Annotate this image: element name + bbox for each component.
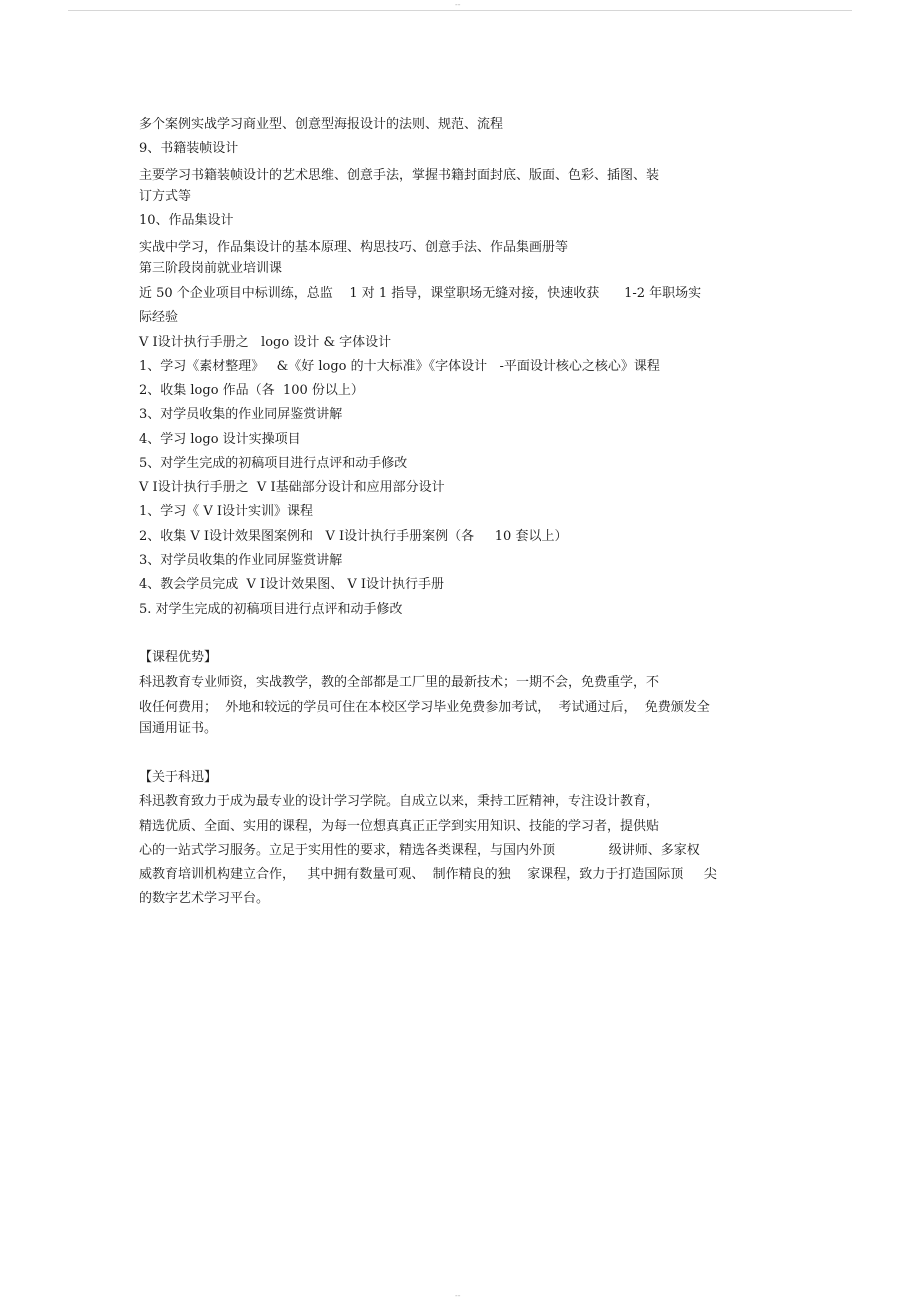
text-line: 心的一站式学习服务。立足于实用性的要求，精选各类课程，与国内外顶 级讲师、多家权 (139, 843, 700, 858)
text-line: 2、收集 logo 作品（各 100 份以上） (139, 383, 364, 398)
text-line: V I设计执行手册之 V I基础部分设计和应用部分设计 (139, 480, 445, 495)
text-line: 主要学习书籍装帧设计的艺术思维、创意手法，掌握书籍封面封底、版面、色彩、插图、装 (139, 168, 660, 183)
text-line: 科迅教育致力于成为最专业的设计学习学院。自成立以来，秉持工匠精神，专注设计教育， (139, 794, 660, 809)
text-line: 3、对学员收集的作业同屏鉴赏讲解 (139, 553, 343, 568)
text-line: 科迅教育专业师资，实战教学，教的全部都是工厂里的最新技术；一期不会，免费重学，不 (139, 675, 660, 690)
footer-mark: -- (455, 1291, 461, 1300)
text-line: 9、书籍装帧设计 (139, 141, 239, 156)
text-line: 实战中学习，作品集设计的基本原理、构思技巧、创意手法、作品集画册等 (139, 240, 569, 255)
text-line: 1、学习《 V I设计实训》课程 (139, 504, 314, 519)
header-mark: -- (455, 0, 461, 9)
text-line: 2、收集 V I设计效果图案例和 V I设计执行手册案例（各 10 套以上） (139, 529, 568, 544)
text-line: 10、作品集设计 (139, 213, 234, 228)
text-line: 国通用证书。 (139, 721, 218, 736)
text-line: 近 50 个企业项目中标训练，总监 1 对 1 指导，课堂职场无缝对接，快速收获 1-2 年职场实 (139, 286, 702, 301)
text-line: 5. 对学生完成的初稿项目进行点评和动手修改 (139, 602, 403, 617)
text-line: 1、学习《素材整理》 &《好 logo 的十大标准》《字体设计 -平面设计核心之核心》课程 (139, 359, 660, 374)
text-line: 收任何费用； 外地和较远的学员可住在本校区学习毕业免费参加考试， 考试通过后， 免费颁发全 (139, 700, 710, 715)
text-line: 3、对学员收集的作业同屏鉴赏讲解 (139, 407, 343, 422)
text-line: 第三阶段岗前就业培训课 (139, 261, 283, 276)
text-line: 订方式等 (139, 189, 192, 204)
section-heading: 【课程优势】 (139, 650, 218, 665)
text-line: 际经验 (139, 310, 179, 325)
header-rule (68, 10, 852, 11)
text-line: 精选优质、全面、实用的课程，为每一位想真真正正学到实用知识、技能的学习者，提供贴 (139, 819, 660, 834)
text-line: 的数字艺术学习平台。 (139, 891, 270, 906)
text-line: V I设计执行手册之 logo 设计 & 字体设计 (139, 335, 392, 350)
section-heading: 【关于科迅】 (139, 770, 218, 785)
text-line: 4、学习 logo 设计实操项目 (139, 432, 301, 447)
text-line: 4、教会学员完成 V I设计效果图、 V I设计执行手册 (139, 577, 444, 592)
text-line: 5、对学生完成的初稿项目进行点评和动手修改 (139, 456, 408, 471)
text-line: 多个案例实战学习商业型、创意型海报设计的法则、规范、流程 (139, 117, 504, 132)
text-line: 威教育培训机构建立合作， 其中拥有数量可观、 制作精良的独 家课程，致力于打造国际顶 尖 (139, 867, 717, 882)
